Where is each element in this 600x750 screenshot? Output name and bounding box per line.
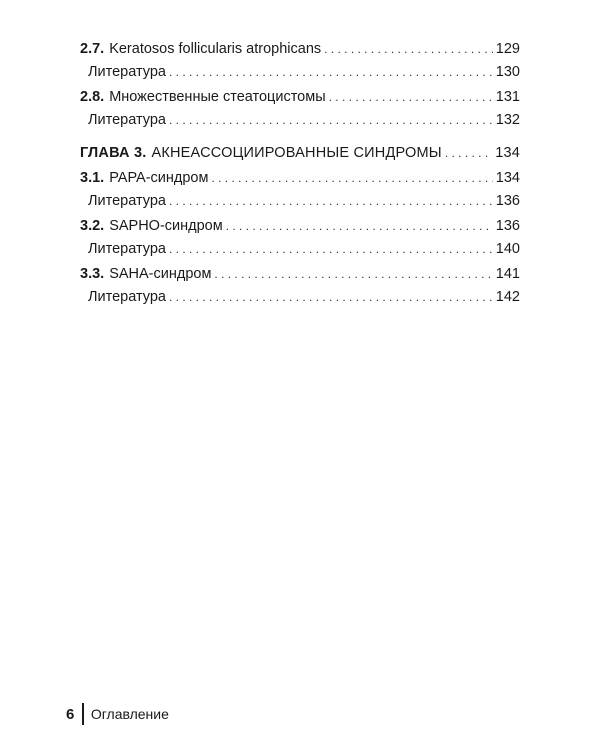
section-title: SAHA-синдром [109, 266, 212, 282]
literature-label: Литература [88, 112, 166, 128]
section-title: Keratosos follicularis atrophicans [109, 41, 322, 57]
literature-label: Литература [88, 241, 166, 257]
literature-label: Литература [88, 193, 166, 209]
dot-leader [169, 238, 493, 261]
footer-divider [82, 703, 84, 725]
section-number: 3.1. [80, 170, 105, 186]
footer-page-number: 6 [66, 705, 75, 723]
section-number: 2.8. [80, 89, 105, 105]
page-number: 130 [495, 64, 520, 80]
literature-label: Литература [88, 64, 166, 80]
dot-leader [169, 109, 493, 132]
page-number: 136 [495, 218, 520, 234]
section-number: 3.3. [80, 266, 105, 282]
page-number: 131 [495, 89, 520, 105]
dot-leader [169, 286, 493, 309]
page-number: 141 [495, 266, 520, 282]
dot-leader [329, 86, 493, 109]
section-number: 2.7. [80, 41, 105, 57]
dot-leader [445, 142, 492, 165]
toc-entry-3-2-literature [80, 238, 520, 261]
page-footer [66, 703, 169, 725]
section-title: SAPHO-синдром [109, 218, 223, 234]
page-number: 134 [495, 170, 520, 186]
toc-entry-3-1 [80, 167, 520, 190]
section-number: 3.2. [80, 218, 105, 234]
page-number: 136 [495, 193, 520, 209]
dot-leader [214, 263, 492, 286]
section-title: Множественные стеатоцистомы [109, 89, 326, 105]
toc-entry-3-1-literature [80, 190, 520, 213]
page-number: 142 [495, 289, 520, 305]
toc-entry-3-3 [80, 263, 520, 286]
toc-entry-2-8 [80, 86, 520, 109]
toc-entry-3-2 [80, 215, 520, 238]
page-number: 129 [495, 41, 520, 57]
chapter-title: АКНЕАССОЦИИРОВАННЫЕ СИНДРОМЫ [151, 145, 442, 161]
literature-label: Литература [88, 289, 166, 305]
toc-entry-chapter-3 [80, 142, 520, 165]
toc-entry-3-3-literature [80, 286, 520, 309]
dot-leader [324, 38, 493, 61]
toc-entry-2-7 [80, 38, 520, 61]
page-number: 134 [495, 145, 520, 161]
dot-leader [169, 61, 493, 84]
dot-leader [226, 215, 493, 238]
page-number: 132 [495, 112, 520, 128]
dot-leader [169, 190, 493, 213]
toc-entry-2-8-literature [80, 109, 520, 132]
table-of-contents [80, 38, 520, 309]
dot-leader [211, 167, 492, 190]
chapter-number: ГЛАВА 3. [80, 145, 147, 161]
section-title: PAPA-синдром [109, 170, 209, 186]
page-number: 140 [495, 241, 520, 257]
running-title: Оглавление [90, 706, 169, 722]
toc-entry-2-7-literature [80, 61, 520, 84]
